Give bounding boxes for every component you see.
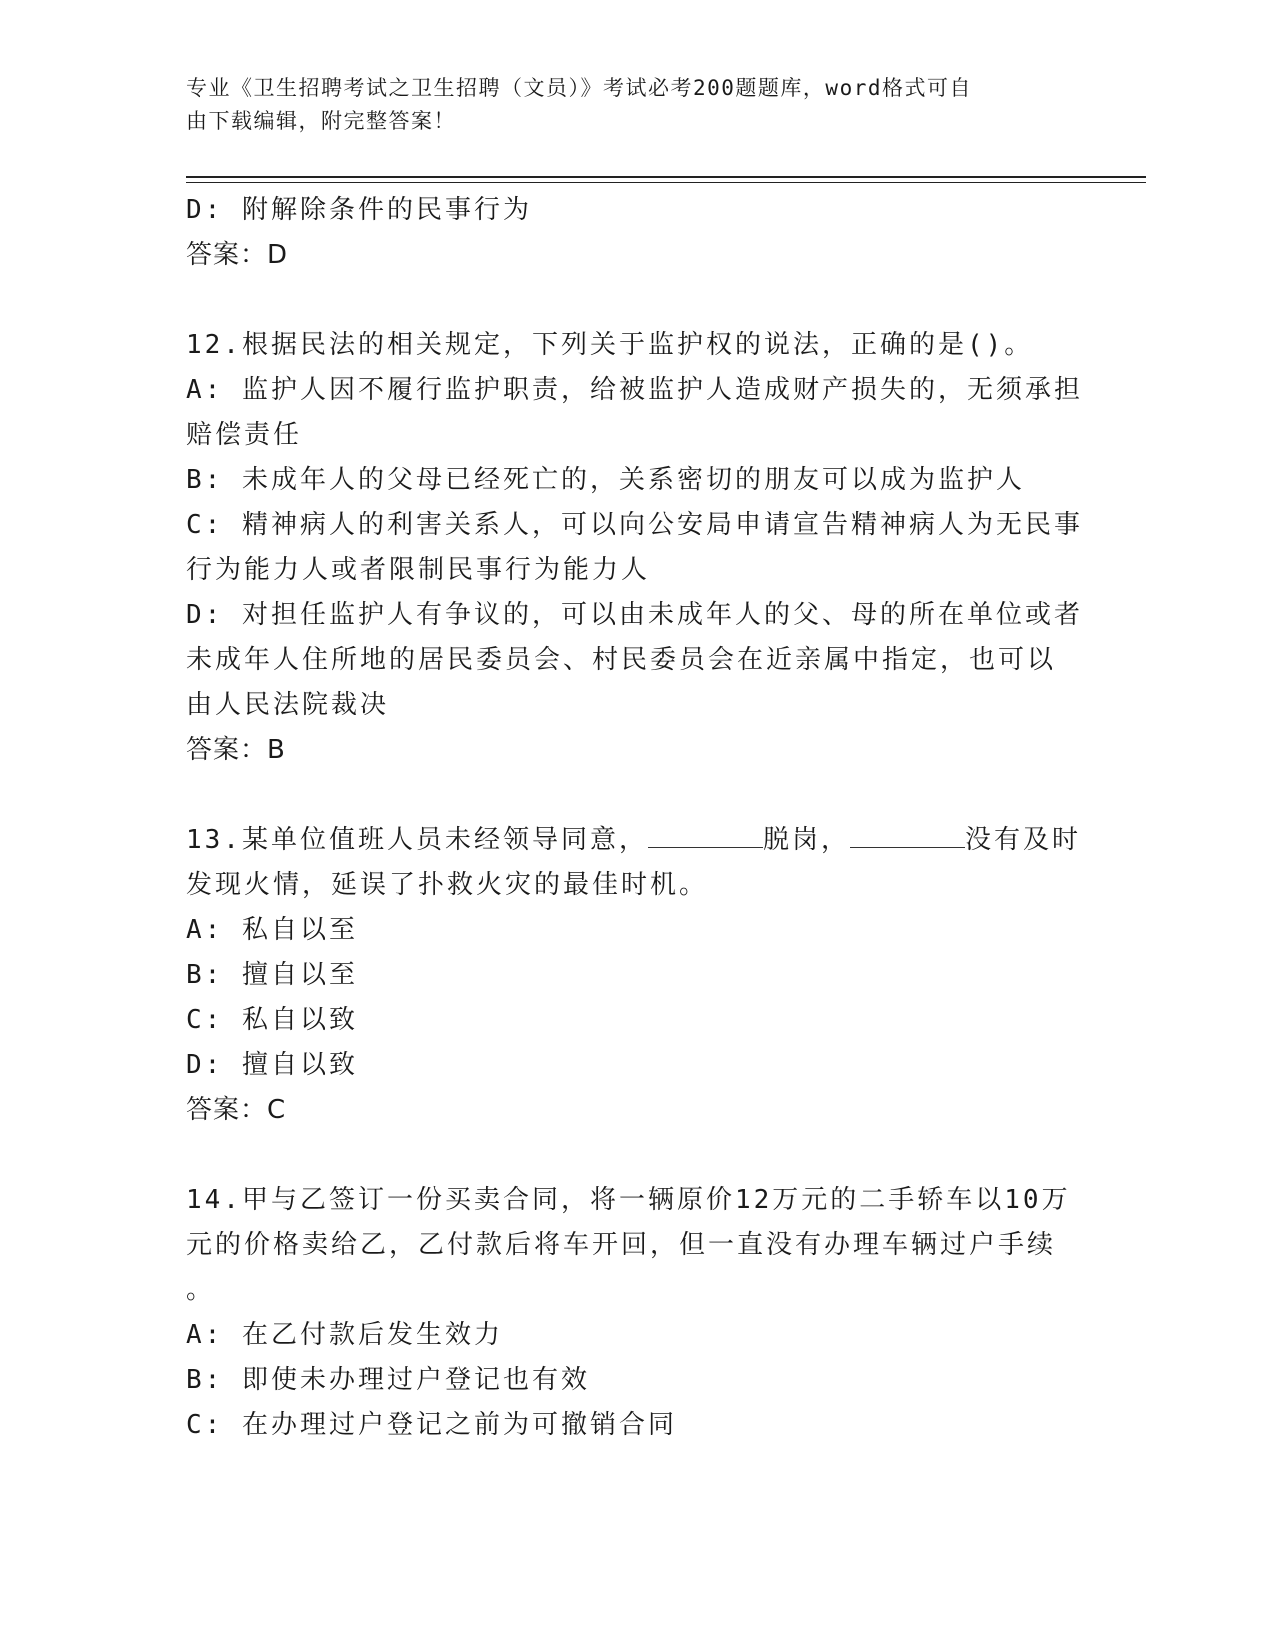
question-12-option-d-cont-1: 未成年人住所地的居民委员会、村民委员会在近亲属中指定，也可以 — [186, 645, 1057, 675]
question-13-stem-part-2: 脱岗， — [762, 825, 850, 855]
fill-in-blank-2 — [850, 819, 965, 848]
header-line-2: 由下载编辑，附完整答案！ — [186, 109, 456, 133]
question-12 — [186, 323, 1086, 773]
question-12-option-b: B: 未成年人的父母已经死亡的，关系密切的朋友可以成为监护人 — [186, 465, 1025, 495]
question-13-stem-part-1: 13.某单位值班人员未经领导同意， — [186, 825, 648, 855]
question-13-option-d: D: 擅自以致 — [186, 1050, 358, 1080]
page-header — [186, 72, 1066, 138]
question-14-option-a: A: 在乙付款后发生效力 — [186, 1320, 503, 1350]
question-13-stem-cont: 发现火情，延误了扑救火灾的最佳时机。 — [186, 870, 709, 900]
question-14-stem-cont-2: 。 — [186, 1275, 216, 1305]
spacer — [186, 1133, 1086, 1178]
question-13-option-c: C: 私自以致 — [186, 1005, 358, 1035]
question-13-stem-part-3: 没有及时 — [964, 825, 1081, 855]
fill-in-blank-1 — [648, 819, 763, 848]
question-12-option-d: D: 对担任监护人有争议的，可以由未成年人的父、母的所在单位或者 — [186, 600, 1083, 630]
question-14-stem: 14.甲与乙签订一份买卖合同，将一辆原价12万元的二手轿车以10万 — [186, 1185, 1071, 1215]
question-14-option-b: B: 即使未办理过户登记也有效 — [186, 1365, 590, 1395]
question-12-option-c-cont: 行为能力人或者限制民事行为能力人 — [186, 555, 651, 585]
question-13-answer: 答案：C — [186, 1095, 287, 1125]
question-12-option-a-cont: 赔偿责任 — [186, 420, 303, 450]
spacer — [186, 773, 1086, 818]
question-12-option-d-cont-2: 由人民法院裁决 — [186, 690, 390, 720]
header-line-1: 专业《卫生招聘考试之卫生招聘（文员）》考试必考200题题库，word格式可自 — [186, 76, 972, 100]
question-12-answer: 答案：B — [186, 735, 286, 765]
question-13 — [186, 818, 1086, 1133]
question-13-option-b: B: 擅自以至 — [186, 960, 358, 990]
question-13-stem — [186, 818, 1086, 863]
question-12-stem: 12.根据民法的相关规定，下列关于监护权的说法，正确的是()。 — [186, 330, 1034, 360]
question-14-option-c: C: 在办理过户登记之前为可撤销合同 — [186, 1410, 677, 1440]
header-rule-thin — [186, 182, 1146, 183]
question-12-option-c: C: 精神病人的利害关系人，可以向公安局申请宣告精神病人为无民事 — [186, 510, 1083, 540]
question-14-stem-cont-1: 元的价格卖给乙，乙付款后将车开回，但一直没有办理车辆过户手续 — [186, 1230, 1057, 1260]
question-content — [186, 188, 1086, 1448]
question-13-option-a: A: 私自以至 — [186, 915, 358, 945]
prev-option-d: D: 附解除条件的民事行为 — [186, 195, 532, 225]
header-rule-thick — [186, 176, 1146, 178]
spacer — [186, 278, 1086, 323]
prev-answer: 答案：D — [186, 240, 289, 270]
question-14 — [186, 1178, 1086, 1448]
question-12-option-a: A: 监护人因不履行监护职责，给被监护人造成财产损失的，无须承担 — [186, 375, 1083, 405]
